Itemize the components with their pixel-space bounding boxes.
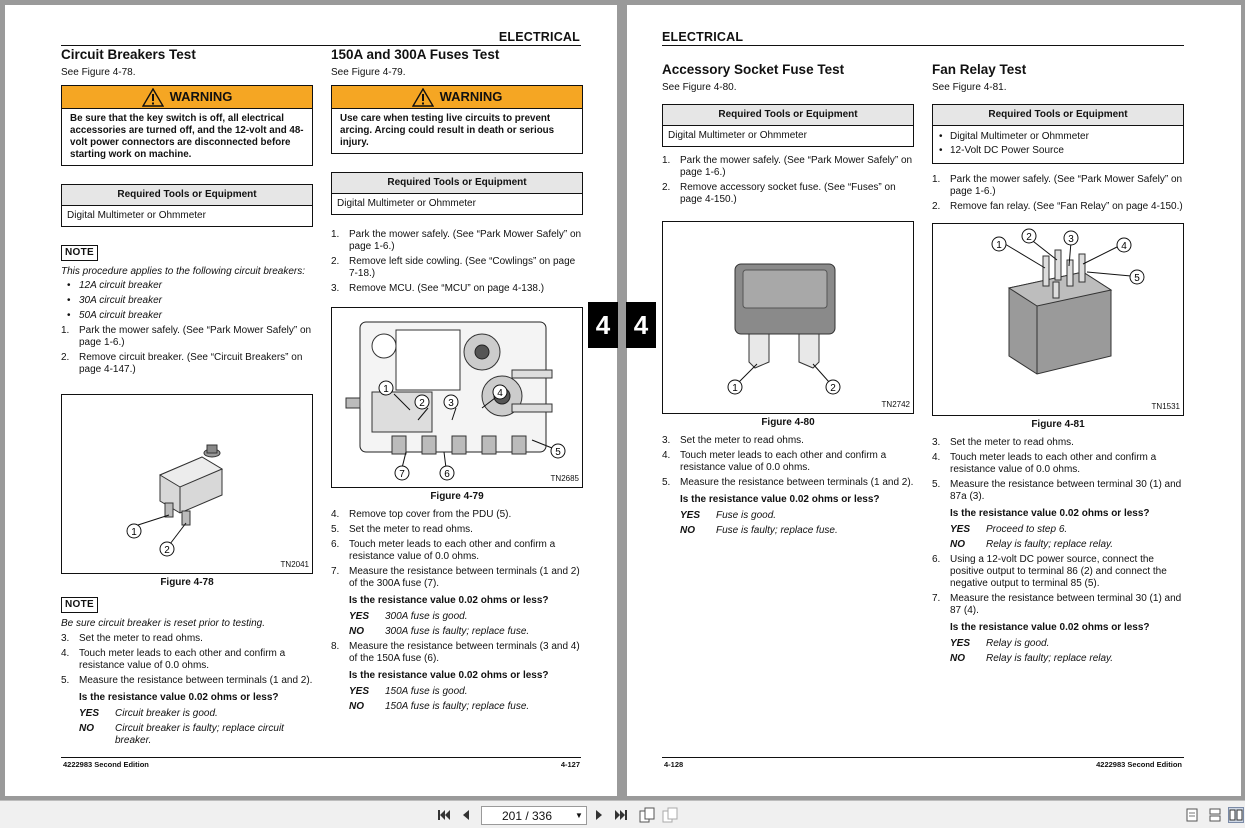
- callout-number: 2: [1026, 232, 1032, 243]
- header-rule: [61, 45, 581, 46]
- tools-table-header: Required Tools or Equipment: [62, 185, 312, 206]
- step-item: 1. Park the mower safely. (See “Park Mower Safely” on page 1-6.): [932, 174, 1183, 197]
- step-item: 3. Set the meter to read ohms.: [61, 633, 203, 644]
- procedure-steps: [331, 641, 583, 665]
- step-item: 4. Touch meter leads to each other and confirm a resistance value of 0.0 ohms.: [61, 648, 286, 671]
- footer-rule: [61, 757, 581, 758]
- tools-table-header: Required Tools or Equipment: [933, 105, 1183, 126]
- last-page-icon[interactable]: [613, 807, 629, 823]
- step-item: 4. Remove top cover from the PDU (5).: [331, 509, 512, 520]
- facing-view-icon[interactable]: [662, 807, 678, 823]
- tools-list: [938, 131, 1178, 157]
- callout-number: 1: [732, 383, 738, 394]
- note-label: NOTE: [61, 597, 98, 613]
- figure-4-80: [662, 221, 914, 414]
- circuit-breaker-illustration: [62, 395, 312, 573]
- tools-table-row: • 12-Volt DC Power Source: [938, 145, 1178, 157]
- footer-rule: [662, 757, 1184, 758]
- tools-table-row: Digital Multimeter or Ohmmeter: [337, 198, 476, 209]
- procedure-steps: [61, 633, 313, 687]
- next-page-icon[interactable]: [591, 807, 607, 823]
- figure-reference: See Figure 4-81.: [932, 82, 1007, 93]
- test-question: Is the resistance value 0.02 ohms or less?: [349, 670, 549, 681]
- step-item: 2. Remove accessory socket fuse. (See “Fuses” on page 4-150.): [662, 182, 896, 205]
- procedure-steps: [61, 325, 313, 376]
- figure-tn: TN1531: [1151, 402, 1180, 411]
- test-question: Is the resistance value 0.02 ohms or less?: [680, 494, 880, 505]
- procedure-steps: [932, 437, 1184, 503]
- figure-tn: TN2041: [280, 560, 309, 569]
- step-item: 2. Remove circuit breaker. (See “Circuit Breakers” on page 4-147.): [61, 352, 303, 375]
- section-header: ELECTRICAL: [662, 30, 744, 44]
- single-page-layout-icon[interactable]: [1184, 807, 1200, 823]
- step-item: 5. Set the meter to read ohms.: [331, 524, 473, 535]
- section-header: ELECTRICAL: [498, 30, 580, 44]
- tools-table-row: • Digital Multimeter or Ohmmeter: [938, 131, 1178, 143]
- procedure-steps: [331, 509, 583, 590]
- callout-number: 2: [830, 383, 836, 394]
- figure-tn: TN2685: [550, 474, 579, 483]
- answer-no: NO Fuse is faulty; replace fuse.: [680, 525, 838, 536]
- procedure-steps: [662, 435, 914, 489]
- step-item: 4. Touch meter leads to each other and confirm a resistance value of 0.0 ohms.: [932, 452, 1157, 475]
- callout-number: 1: [131, 527, 137, 538]
- list-item: • 30A circuit breaker: [61, 295, 313, 307]
- figure-reference: See Figure 4-79.: [331, 67, 406, 78]
- test-question: Is the resistance value 0.02 ohms or less?: [79, 692, 279, 703]
- procedure-steps: [331, 229, 583, 295]
- continuous-layout-icon[interactable]: [1207, 807, 1223, 823]
- step-item: 5. Measure the resistance between terminal 30 (1) and 87a (3).: [932, 479, 1182, 502]
- step-item: 5. Measure the resistance between terminals (1 and 2).: [61, 675, 313, 686]
- callout-number: 3: [1068, 234, 1074, 245]
- step-item: 4. Touch meter leads to each other and confirm a resistance value of 0.0 ohms.: [662, 450, 887, 473]
- step-item: 2. Remove left side cowling. (See “Cowlings” on page 7-18.): [331, 256, 576, 279]
- callout-number: 1: [383, 384, 389, 395]
- answer-yes: YES 300A fuse is good.: [349, 611, 468, 622]
- warning-header: [62, 86, 312, 109]
- figure-4-79: [331, 307, 583, 488]
- figure-tn: TN2742: [881, 400, 910, 409]
- callout-number: 2: [164, 545, 170, 556]
- tools-table-row: Digital Multimeter or Ohmmeter: [67, 210, 206, 221]
- warning-label: WARNING: [169, 89, 233, 104]
- note-label: NOTE: [61, 245, 98, 261]
- test-question: Is the resistance value 0.02 ohms or less?: [950, 508, 1150, 519]
- answer-no: NO 150A fuse is faulty; replace fuse.: [349, 701, 530, 712]
- step-item: 7. Measure the resistance between terminal 30 (1) and 87 (4).: [932, 593, 1182, 616]
- answer-yes: YES Circuit breaker is good.: [79, 708, 218, 719]
- warning-header: [332, 86, 582, 109]
- warning-box: [61, 85, 313, 166]
- procedure-steps: [662, 155, 914, 206]
- step-item: 2. Remove fan relay. (See “Fan Relay” on page 4-150.): [932, 201, 1183, 212]
- step-item: 6. Touch meter leads to each other and confirm a resistance value of 0.0 ohms.: [331, 539, 556, 562]
- section-title: Circuit Breakers Test: [61, 47, 196, 62]
- section-title: 150A and 300A Fuses Test: [331, 47, 500, 62]
- step-item: 6. Using a 12-volt DC power source, connect the positive output to terminal 86 (2) and connect the negative output to terminal 85 (5).: [932, 554, 1167, 589]
- answer-no: NO Relay is faulty; replace relay.: [950, 653, 1114, 664]
- footer-edition: 4222983 Second Edition: [1096, 760, 1182, 769]
- answer-no: NO Circuit breaker is faulty; replace circuit breaker.: [79, 723, 284, 746]
- required-tools-table: [331, 172, 583, 215]
- page-number-field[interactable]: [481, 806, 587, 825]
- chapter-tab: 4: [588, 302, 618, 348]
- figure-4-78: [61, 394, 313, 574]
- required-tools-table: [932, 104, 1184, 164]
- footer-edition: 4222983 Second Edition: [63, 760, 149, 769]
- callout-number: 1: [996, 240, 1002, 251]
- list-item: • 12A circuit breaker: [61, 280, 313, 292]
- left-page: [5, 5, 617, 796]
- required-tools-table: [662, 104, 914, 147]
- pdu-illustration: [332, 308, 582, 487]
- figure-reference: See Figure 4-80.: [662, 82, 737, 93]
- callout-number: 6: [444, 469, 450, 480]
- prev-page-icon[interactable]: [458, 807, 474, 823]
- fan-relay-column: [932, 62, 1184, 668]
- step-item: 5. Measure the resistance between terminals (1 and 2).: [662, 477, 914, 488]
- section-title: Fan Relay Test: [932, 62, 1027, 77]
- first-page-icon[interactable]: [436, 807, 452, 823]
- step-item: 1. Park the mower safely. (See “Park Mower Safely” on page 1-6.): [662, 155, 913, 178]
- warning-text: Be sure that the key switch is off, all electrical accessories are turned off, and the 12-volt and 48-volt power connectors are disconnected before starting work on machine.: [70, 113, 304, 160]
- answer-no: NO Relay is faulty; replace relay.: [950, 539, 1114, 550]
- fuses-test-column: [331, 47, 583, 716]
- warning-label: WARNING: [439, 89, 503, 104]
- figure-caption: Figure 4-80: [761, 417, 815, 428]
- callout-number: 4: [497, 388, 503, 399]
- figure-caption: Figure 4-79: [430, 491, 484, 502]
- callout-number: 2: [419, 398, 425, 409]
- required-tools-table: [61, 184, 313, 227]
- test-question: Is the resistance value 0.02 ohms or less?: [349, 595, 549, 606]
- note-text: Be sure circuit breaker is reset prior to testing.: [61, 618, 265, 629]
- section-title: Accessory Socket Fuse Test: [662, 62, 845, 77]
- footer-page-number: 4-128: [664, 760, 684, 769]
- chapter-tab: 4: [626, 302, 656, 348]
- two-page-layout-icon[interactable]: [1228, 807, 1244, 823]
- figure-caption: Figure 4-81: [1031, 419, 1085, 430]
- tools-table-header: Required Tools or Equipment: [663, 105, 913, 126]
- figure-caption: Figure 4-78: [160, 577, 214, 588]
- warning-triangle-icon: [412, 88, 434, 107]
- header-rule: [662, 45, 1184, 46]
- step-item: 7. Measure the resistance between terminals (1 and 2) of the 300A fuse (7).: [331, 566, 580, 589]
- footer-page-number: 4-127: [560, 760, 580, 769]
- procedure-steps: [932, 174, 1184, 213]
- relay-illustration: [933, 224, 1183, 415]
- breaker-list: [61, 280, 313, 322]
- warning-text: Use care when testing live circuits to prevent arcing. Arcing could result in death or serious injury.: [340, 113, 555, 148]
- continuous-view-icon[interactable]: [639, 807, 655, 823]
- callout-number: 5: [1134, 273, 1140, 284]
- step-item: 1. Park the mower safely. (See “Park Mower Safely” on page 1-6.): [331, 229, 582, 252]
- answer-yes: YES Proceed to step 6.: [950, 524, 1068, 535]
- procedure-steps: [932, 554, 1184, 617]
- blade-fuse-illustration: [663, 222, 913, 413]
- chevron-down-icon[interactable]: ▼: [575, 811, 583, 820]
- warning-box: [331, 85, 583, 154]
- test-question: Is the resistance value 0.02 ohms or less?: [950, 622, 1150, 633]
- page-indicator: 201 / 336: [501, 808, 553, 823]
- note-text: This procedure applies to the following circuit breakers:: [61, 266, 306, 277]
- step-item: 3. Set the meter to read ohms.: [932, 437, 1074, 448]
- accessory-fuse-column: [662, 62, 914, 540]
- circuit-breakers-column: [61, 47, 313, 750]
- viewer-toolbar: [0, 800, 1245, 828]
- figure-4-81: [932, 223, 1184, 416]
- callout-number: 5: [555, 447, 561, 458]
- step-item: 1. Park the mower safely. (See “Park Mower Safely” on page 1-6.): [61, 325, 312, 348]
- answer-yes: YES Fuse is good.: [680, 510, 777, 521]
- tools-table-header: Required Tools or Equipment: [332, 173, 582, 194]
- list-item: • 50A circuit breaker: [61, 310, 313, 322]
- figure-reference: See Figure 4-78.: [61, 67, 136, 78]
- step-item: 8. Measure the resistance between terminals (3 and 4) of the 150A fuse (6).: [331, 641, 580, 664]
- answer-yes: YES Relay is good.: [950, 638, 1050, 649]
- answer-yes: YES 150A fuse is good.: [349, 686, 468, 697]
- callout-number: 7: [399, 469, 405, 480]
- answer-no: NO 300A fuse is faulty; replace fuse.: [349, 626, 530, 637]
- callout-number: 3: [448, 398, 454, 409]
- right-page: [627, 5, 1241, 796]
- step-item: 3. Set the meter to read ohms.: [662, 435, 804, 446]
- callout-number: 4: [1121, 241, 1127, 252]
- step-item: 3. Remove MCU. (See “MCU” on page 4-138.): [331, 283, 545, 294]
- warning-triangle-icon: [142, 88, 164, 107]
- tools-table-row: Digital Multimeter or Ohmmeter: [668, 130, 807, 141]
